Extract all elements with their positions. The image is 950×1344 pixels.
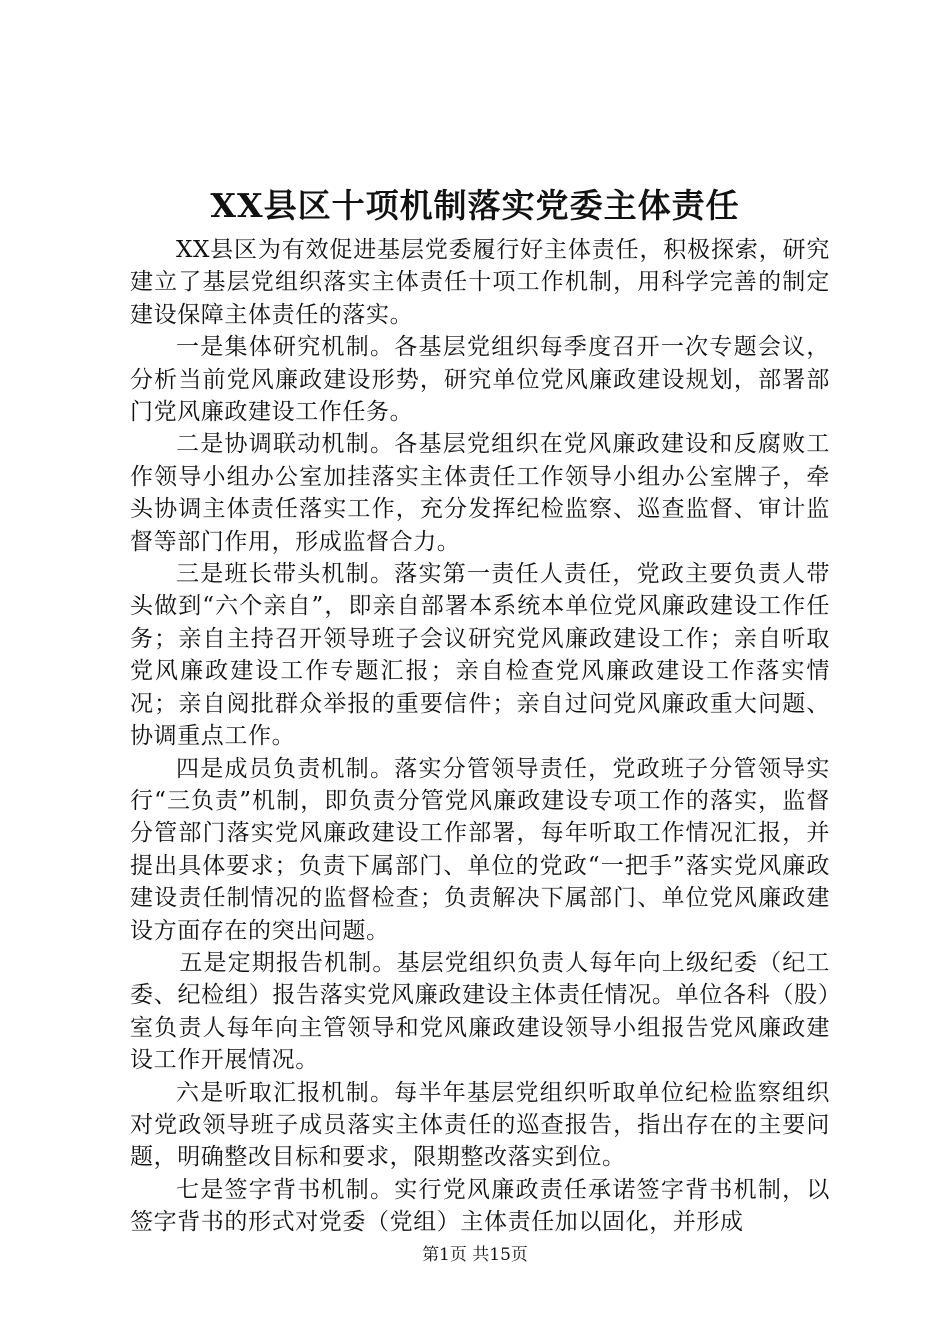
document-body xyxy=(130,234,830,1239)
paragraph-mechanism-3: 三是班长带头机制。落实第一责任人责任，党政主要负责人带头做到“六个亲自”，即亲自部署本系统本单位党风廉政建设工作任务；亲自主持召开领导班子会议研究党风廉政建设工作；亲自听取党风廉政建设工作专题汇报；亲自检查党风廉政建设工作落实情况；亲自阅批群众举报的重要信件；亲自过问党风廉政重大问题、协调重点工作。 xyxy=(130,561,830,750)
paragraph-mechanism-1: 一是集体研究机制。各基层党组织每季度召开一次专题会议，分析当前党风廉政建设形势，研究单位党风廉政建设规划，部署部门党风廉政建设工作任务。 xyxy=(130,334,830,426)
paragraph-mechanism-5: 五是定期报告机制。基层党组织负责人每年向上级纪委（纪工委、纪检组）报告落实党风廉政建设主体责任情况。单位各科（股）室负责人每年向主管领导和党风廉政建设领导小组报告党风廉政建设工作开展情况。 xyxy=(130,949,830,1074)
paragraph-mechanism-2: 二是协调联动机制。各基层党组织在党风廉政建设和反腐败工作领导小组办公室加挂落实主体责任工作领导小组办公室牌子，牵头协调主体责任落实工作，充分发挥纪检监察、巡查监督、审计监督等部门作用，形成监督合力。 xyxy=(130,431,830,555)
paragraph-intro: XX县区为有效促进基层党委履行好主体责任，积极探索，研究建立了基层党组织落实主体责任十项工作机制，用科学完善的制定建设保障主体责任的落实。 xyxy=(130,237,830,328)
paragraph-mechanism-7: 七是签字背书机制。实行党风廉政责任承诺签字背书机制，以签字背书的形式对党委（党组）主体责任加以固化，并形成 xyxy=(130,1176,830,1236)
page-number-footer: 第1页 共15页 xyxy=(422,1245,528,1265)
paragraph-mechanism-6: 六是听取汇报机制。每半年基层党组织听取单位纪检监察组织对党政领导班子成员落实主体责任的巡查报告，指出存在的主要问题，明确整改目标和要求，限期整改落实到位。 xyxy=(130,1079,830,1171)
document-title: XX县区十项机制落实党委主体责任 xyxy=(210,186,740,225)
paragraph-mechanism-4: 四是成员负责机制。落实分管领导责任，党政班子分管领导实行“三负责”机制，即负责分管党风廉政建设专项工作的落实，监督分管部门落实党风廉政建设工作部署，每年听取工作情况汇报，并提出具体要求；负责下属部门、单位的党政“一把手”落实党风廉政建设责任制情况的监督检查；负责解决下属部门、单位党风廉政建设方面存在的突出问题。 xyxy=(130,755,830,944)
